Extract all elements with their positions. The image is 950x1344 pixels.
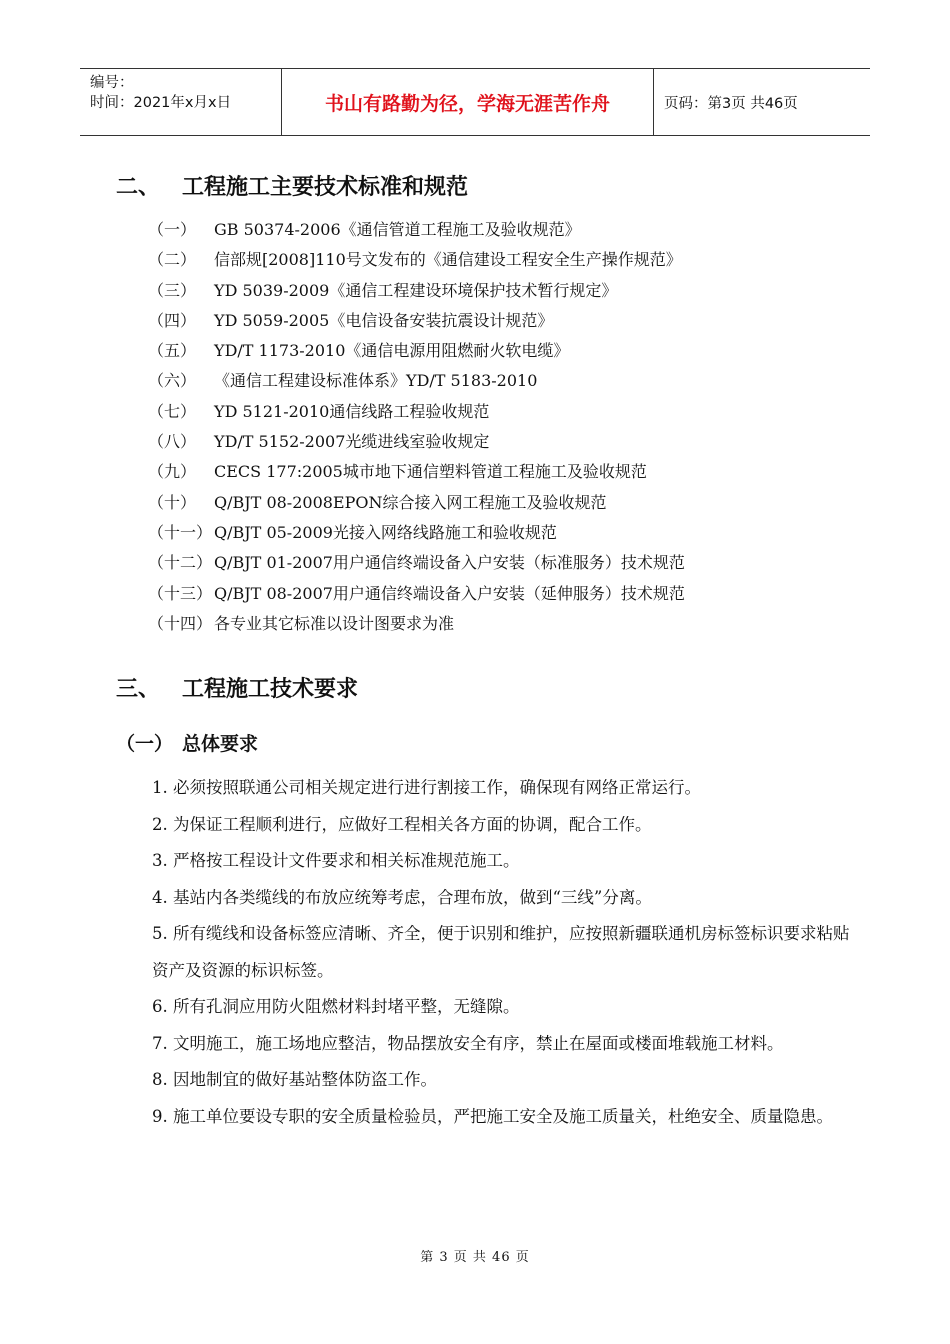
list-item-number: （十一）	[148, 522, 213, 542]
list-item: 7. 文明施工，施工场地应整洁，物品摆放安全有序，禁止在屋面或楼面堆载施工材料。	[152, 1033, 784, 1053]
document-time-label: 时间：2021年x月x日	[90, 95, 232, 111]
page-footer: 第 3 页 共 46 页	[420, 1250, 530, 1265]
list-item-text: 各专业其它标准以设计图要求为准	[214, 613, 455, 633]
list-item-text: Q/BJT 01-2007用户通信终端设备入户安装（标准服务）技术规范	[214, 553, 685, 573]
list-item-number: （七）	[148, 401, 197, 421]
list-item-text: 《通信工程建设标准体系》YD/T 5183-2010	[214, 371, 538, 391]
list-item	[148, 488, 685, 518]
header-motto: 书山有路勤为径，学海无涯苦作舟	[282, 69, 654, 135]
list-item: 2. 为保证工程顺利进行，应做好工程相关各方面的协调，配合工作。	[152, 814, 652, 834]
section-3-heading	[116, 672, 358, 703]
list-item-number: （九）	[148, 462, 197, 482]
list-item	[148, 518, 685, 548]
list-item-number: （十）	[148, 492, 197, 512]
list-item-text: 信部规[2008]110号文发布的《通信建设工程安全生产操作规范》	[214, 250, 682, 270]
list-item-text: CECS 177:2005城市地下通信塑料管道工程施工及验收规范	[214, 462, 647, 482]
list-item	[148, 427, 685, 457]
list-item-text: Q/BJT 05-2009光接入网络线路施工和验收规范	[214, 522, 557, 542]
list-item: 5. 所有缆线和设备标签应清晰、齐全，便于识别和维护，应按照新疆联通机房标签标识要求粘贴资产及资源的标识标签。	[152, 924, 850, 980]
list-item: 8. 因地制宜的做好基站整体防盗工作。	[152, 1070, 437, 1089]
section-3-number: 三、	[116, 677, 161, 702]
list-item-number: （十四）	[148, 613, 213, 633]
header-page-label: 页码：第3页 共46页	[664, 95, 798, 112]
list-item	[148, 336, 685, 366]
section-2-number: 二、	[116, 175, 161, 200]
list-item: 3. 严格按工程设计文件要求和相关标准规范施工。	[152, 851, 520, 870]
list-item: 6. 所有孔洞应用防火阻燃材料封堵平整，无缝隙。	[152, 997, 520, 1016]
list-item	[148, 609, 685, 639]
subsection-heading	[116, 729, 258, 756]
list-item-number: （八）	[148, 432, 197, 452]
list-item-text: YD 5121-2010通信线路工程验收规范	[214, 401, 490, 421]
list-item-text: Q/BJT 08-2008EPON综合接入网工程施工及验收规范	[214, 492, 607, 512]
list-item	[148, 397, 685, 427]
list-item-number: （五）	[148, 341, 197, 361]
header-meta	[80, 69, 282, 135]
list-item-number: （十三）	[148, 583, 213, 603]
list-item	[148, 457, 685, 487]
requirements-list	[152, 770, 852, 1135]
subsection-title: 总体要求	[182, 733, 259, 755]
list-item-text: YD 5059-2005《电信设备安装抗震设计规范》	[214, 310, 554, 330]
list-item	[148, 366, 685, 396]
list-item-text: Q/BJT 08-2007用户通信终端设备入户安装（延伸服务）技术规范	[214, 583, 685, 603]
list-item-number: （十二）	[148, 553, 213, 573]
page-header	[80, 68, 870, 136]
list-item	[148, 215, 685, 245]
list-item	[148, 306, 685, 336]
section-2-heading	[116, 170, 468, 201]
list-item: 4. 基站内各类缆线的布放应统筹考虑，合理布放，做到“三线”分离。	[152, 887, 652, 907]
list-item-text: YD/T 5152-2007光缆进线室验收规定	[214, 432, 490, 452]
list-item-number: （四）	[148, 310, 197, 330]
list-item	[148, 548, 685, 578]
list-item-text: YD/T 1173-2010《通信电源用阻燃耐火软电缆》	[214, 341, 570, 361]
document-code-label: 编号：	[90, 75, 134, 91]
list-item-text: YD 5039-2009《通信工程建设环境保护技术暂行规定》	[214, 280, 618, 300]
list-item-number: （三）	[148, 280, 197, 300]
section-3-title: 工程施工技术要求	[182, 677, 359, 702]
list-item-number: （六）	[148, 371, 197, 391]
list-item: 1. 必须按照联通公司相关规定进行进行割接工作，确保现有网络正常运行。	[152, 778, 701, 797]
standards-list	[148, 215, 685, 639]
list-item	[148, 579, 685, 609]
list-item	[148, 276, 685, 306]
list-item-text: GB 50374-2006《通信管道工程施工及验收规范》	[214, 220, 581, 239]
section-2-title: 工程施工主要技术标准和规范	[182, 175, 469, 200]
list-item-number: （二）	[148, 250, 197, 270]
list-item-number: （一）	[148, 220, 197, 239]
list-item: 9. 施工单位要设专职的安全质量检验员，严把施工安全及施工质量关，杜绝安全、质量隐患。	[152, 1106, 833, 1126]
subsection-number: （一）	[116, 733, 174, 755]
list-item	[148, 245, 685, 275]
